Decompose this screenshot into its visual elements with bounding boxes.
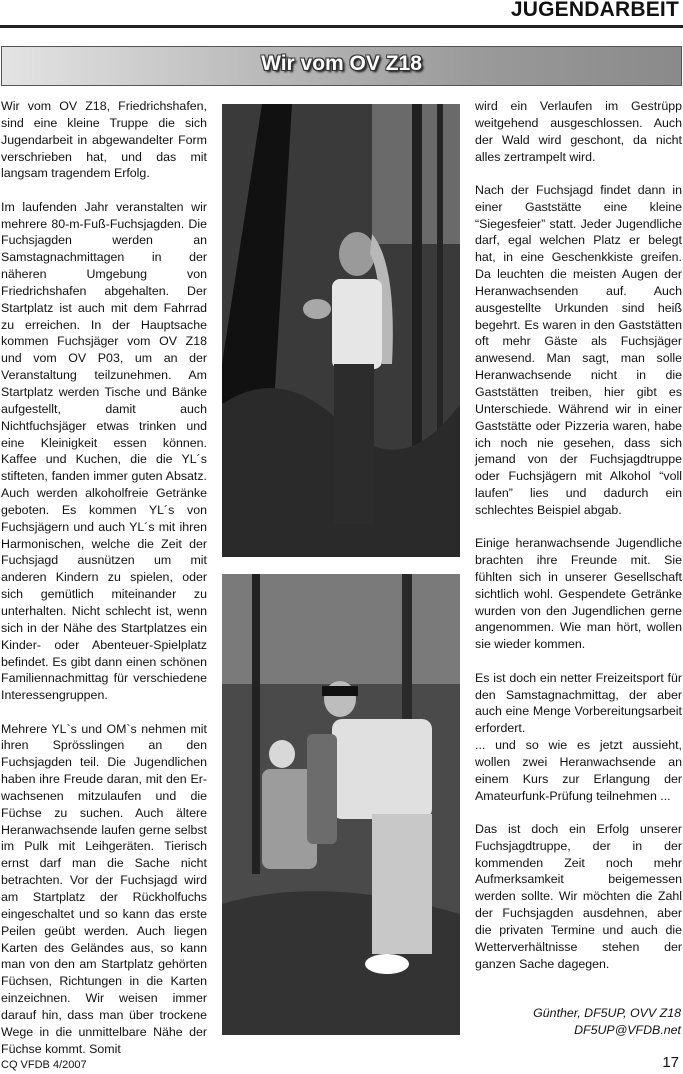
paragraph: Das ist doch ein Erfolg unserer Fuchsjagdtruppe, der in der kommenden Zeit noch mehr Aufmerksamkeit beigemessen werden sollte. Wir möchten die Zahl der Fuchsjagden ausdehnen, aber die privaten Termine und auch die Wetterverhältnisse stehen der ganzen Sache dagegen. xyxy=(475,821,682,971)
article-title: Wir vom OV Z18 xyxy=(261,52,422,75)
page-number: 17 xyxy=(662,1054,679,1071)
photo-girl-in-forest-image xyxy=(222,104,460,557)
article-banner xyxy=(1,46,682,86)
paragraph: Mehrere YL`s und OM`s nehmen mit ihren Sprösslingen an den Fuchsjagden teil. Die Jugendlichen haben ihre Freude daran, mit den Er-wachsenen mitzulaufen und die Füchse zu suchen. Auch ältere Heranwachsende laufen gerne selbst im Pulk mit Leihgeräten. Tierisch ernst darf man die Sache nicht betrachten. Vor der Fuchsjagd wird am Startplatz der Rückholfuchs eingeschaltet und so kann das erste Peilen geübt werden. Auch liegen Karten des Geländes aus, so kann man von den am Startplatz gehörten Füchsen, Richtungen in die Karten einzeichnen. Wir weisen immer darauf hin, dass man über trockene Wege in die unmittelbare Nähe der Füchse kommt. Somit xyxy=(1,721,207,1056)
section-title: JUGENDARBEIT xyxy=(510,0,679,21)
paragraph: Wir vom OV Z18, Friedrichshafen, sind eine kleine Truppe die sich Jugendarbeit in abgewandelter Form verschrieben hat, und das mit langsam tragendem Erfolg. xyxy=(1,99,207,181)
header-rule xyxy=(0,25,683,28)
photo-children-with-receivers xyxy=(222,574,460,1035)
author-signature: Günther, DF5UP, OVV Z18 xyxy=(533,1006,681,1020)
issue-label: CQ VFDB 4/2007 xyxy=(1,1059,87,1071)
photo-girl-in-forest xyxy=(222,104,460,557)
author-email: DF5UP@VFDB.net xyxy=(574,1023,681,1037)
left-text-column xyxy=(1,98,207,1074)
paragraph: wird ein Verlaufen im Gestrüpp weitgehend ausgeschlossen. Auch der Wald wird geschont, da nicht alles zertrampelt wird. xyxy=(475,99,682,164)
right-text-column xyxy=(475,98,682,989)
paragraph: Im laufenden Jahr veranstalten wir mehrere 80-m-Fuß-Fuchsjagden. Die Fuchsjagden werden an Samstagnachmittagen in der näheren Umgebung von Friedrichshafen abgehalten. Der Startplatz ist auch mit dem Fahrrad zu erreichen. In der Hauptsache kommen Fuchsjäger vom OV Z18 und vom OV P03, um an der Veranstaltung teilzunehmen. Am Startplatz werden Tische und Bänke aufgestellt, damit auch Nichtfuchsjäger etwas trinken und eine Kleinigkeit essen können. Kaffee und Kuchen, die die YL´s stifteten, fanden immer guten Absatz. Auch werden alkoholfreie Getränke geboten. Es kommen YL´s von Fuchsjägern und auch YL´s mit ihren Harmonischen, welche die Zeit der Fuchsjagd ausnützen um mit anderen Kindern zu spielen, oder sich gemütlich miteinander zu unterhalten. Nicht schlecht ist, wenn sich in der Nähe des Startplatzes ein Kinder- oder Abenteuer-Spielplatz befindet. Es gibt dann einen schönen Familiennachmittag für verschiedene Interessengruppen. xyxy=(1,199,207,703)
paragraph: Nach der Fuchsjagd findet dann in einer Gaststätte eine kleine “Siegesfeier” statt. Jeder Jugendliche darf, egal welchen Platz er belegt hat, in eine Geschenkkiste greifen. Da leuchten die meisten Augen der Heranwachsenden auf. Auch ausgestellte Urkunden sind heiß begehrt. Es waren in den Gaststätten oft mehr Gäste als Fuchsjäger anwesend. Man sagt, man solle Heranwachsende nicht in die Gaststätten treiben, hier gibt es Unterschiede. Während wir in einer Gaststätte oder Pizzeria waren, habe ich noch nie gesehen, dass sich jemand von der Fuchsjagdtruppe oder Fuchsjägern mit Alkohol “voll laufen” lies und dadurch ein schlechtes Beispiel abgab. xyxy=(475,182,682,517)
paragraph: Einige heranwachsende Jugendliche brachten ihre Freunde mit. Sie fühlten sich in unserer Gesellschaft sichtlich wohl. Gespendete Getränke wurden von den Jugendlichen gerne angenommen. Wie man hört, wollen sie wieder kommen. xyxy=(475,536,682,652)
photo-children-with-receivers-image xyxy=(222,574,460,1035)
paragraph: Es ist doch ein netter Freizeitsport für den Samstagnachmittag, der aber auch eine Menge Vorbereitungsarbeit erfordert. ... und so wie es jetzt aussieht, wollen zwei Heranwachsende an einem Kurs zur Erlangung der Amateurfunk-Prüfung teilnehmen ... xyxy=(475,670,682,803)
